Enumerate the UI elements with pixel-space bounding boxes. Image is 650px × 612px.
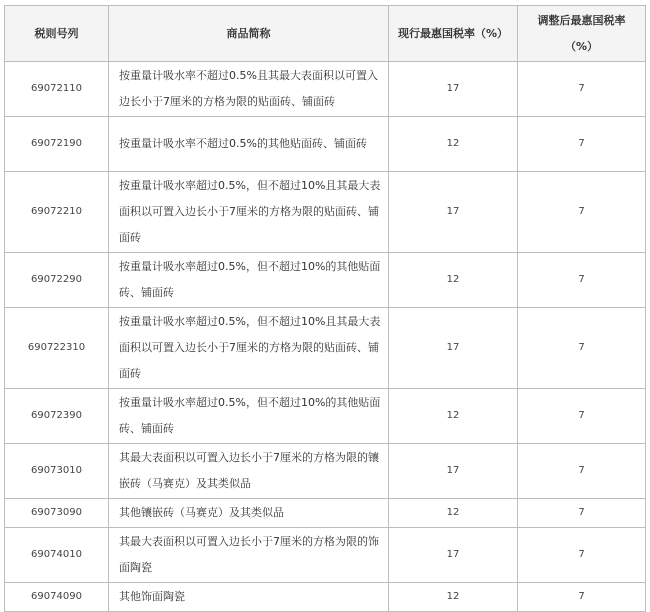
header-adjusted-rate: 调整后最惠国税率（%） (518, 6, 646, 62)
cell-current-rate: 12 (389, 253, 518, 308)
table-row (5, 444, 646, 499)
table-row (5, 253, 646, 308)
cell-adjusted-rate: 7 (518, 389, 646, 444)
cell-current-rate: 12 (389, 117, 518, 172)
table-row (5, 172, 646, 253)
cell-name: 其他饰面陶瓷 (109, 583, 389, 612)
table-row (5, 308, 646, 389)
cell-current-rate: 17 (389, 528, 518, 583)
header-code: 税则号列 (5, 6, 109, 62)
cell-code: 69072390 (5, 389, 109, 444)
cell-adjusted-rate: 7 (518, 528, 646, 583)
cell-code: 69074010 (5, 528, 109, 583)
cell-code: 69072110 (5, 62, 109, 117)
cell-name: 按重量计吸水率超过0.5%，但不超过10%的其他贴面砖、铺面砖 (109, 389, 389, 444)
tariff-table (4, 5, 646, 612)
cell-adjusted-rate: 7 (518, 308, 646, 389)
cell-adjusted-rate: 7 (518, 62, 646, 117)
cell-current-rate: 12 (389, 583, 518, 612)
table-row (5, 62, 646, 117)
header-name: 商品简称 (109, 6, 389, 62)
cell-current-rate: 17 (389, 172, 518, 253)
cell-current-rate: 17 (389, 444, 518, 499)
table-row (5, 389, 646, 444)
header-current-rate: 现行最惠国税率（%） (389, 6, 518, 62)
cell-name: 按重量计吸水率超过0.5%，但不超过10%且其最大表面积以可置入边长小于7厘米的方格为限的贴面砖、铺面砖 (109, 308, 389, 389)
table-row (5, 499, 646, 528)
cell-adjusted-rate: 7 (518, 253, 646, 308)
cell-code: 69072190 (5, 117, 109, 172)
table-row (5, 117, 646, 172)
cell-adjusted-rate: 7 (518, 444, 646, 499)
cell-name: 其他镶嵌砖（马赛克）及其类似品 (109, 499, 389, 528)
cell-code: 690722310 (5, 308, 109, 389)
cell-adjusted-rate: 7 (518, 172, 646, 253)
cell-current-rate: 17 (389, 62, 518, 117)
cell-adjusted-rate: 7 (518, 499, 646, 528)
cell-adjusted-rate: 7 (518, 117, 646, 172)
cell-code: 69073010 (5, 444, 109, 499)
cell-name: 按重量计吸水率不超过0.5%且其最大表面积以可置入边长小于7厘米的方格为限的贴面砖、铺面砖 (109, 62, 389, 117)
cell-code: 69072210 (5, 172, 109, 253)
header-row (5, 6, 646, 62)
cell-current-rate: 17 (389, 308, 518, 389)
table-row (5, 583, 646, 612)
cell-code: 69072290 (5, 253, 109, 308)
cell-code: 69074090 (5, 583, 109, 612)
cell-current-rate: 12 (389, 499, 518, 528)
cell-name: 按重量计吸水率超过0.5%，但不超过10%的其他贴面砖、铺面砖 (109, 253, 389, 308)
cell-name: 按重量计吸水率不超过0.5%的其他贴面砖、铺面砖 (109, 117, 389, 172)
cell-current-rate: 12 (389, 389, 518, 444)
cell-name: 其最大表面积以可置入边长小于7厘米的方格为限的镶嵌砖（马赛克）及其类似品 (109, 444, 389, 499)
table-row (5, 528, 646, 583)
cell-name: 其最大表面积以可置入边长小于7厘米的方格为限的饰面陶瓷 (109, 528, 389, 583)
cell-adjusted-rate: 7 (518, 583, 646, 612)
cell-code: 69073090 (5, 499, 109, 528)
cell-name: 按重量计吸水率超过0.5%，但不超过10%且其最大表面积以可置入边长小于7厘米的方格为限的贴面砖、铺面砖 (109, 172, 389, 253)
